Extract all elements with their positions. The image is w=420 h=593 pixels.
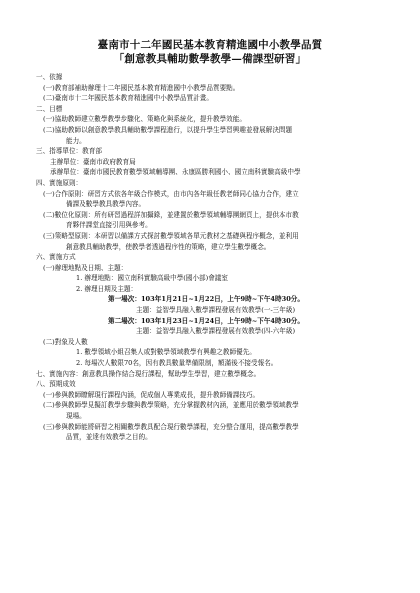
audience-2: 2. 每場次人數限70名，因有教具數量準備限制，額滿後不接受報名。 <box>76 359 278 368</box>
host-line: 承辦單位：臺南市國民教育數學領域輔導團、永康區勝利國小、國立南科實驗高級中學 <box>50 168 301 177</box>
method-location: 1. 辦理地點：國立南科實驗高級中學(國小部)會議室 <box>76 274 228 283</box>
principle-2: (二)數位化原則：所有研習過程詳加攝錄，並建置於數學領域輔導團網頁上，提供本市教 <box>43 210 299 219</box>
goal-item-1: (一)協助教師建立數學教學步驟化、策略化與系統化，提升教學效能。 <box>43 115 246 124</box>
section-principle-heading: 四、實施原則： <box>36 178 83 187</box>
section-guidance-heading: 三、指導單位：教育部 <box>36 147 102 156</box>
outcome-1: (一)參與教師瞭解現行課程內涵，促成個人專業成長，提升教師備課技巧。 <box>43 390 260 399</box>
outcome-2: (二)參與教師學見擬訂教學步驟與教學策略，充分掌握教材內涵，並應用於數學領域教學 <box>43 401 299 410</box>
basis-item-1: (一)教育部補助辦理十二年國民基本教育精進國中小教學品質要點。 <box>43 83 240 92</box>
principle-1-cont: 備課及數學教具教學內容。 <box>66 200 146 209</box>
method-sub-1: (一)辦理地點及日期、主題： <box>43 263 128 272</box>
section-method-heading: 六、實施方式 <box>36 253 76 262</box>
organizer-line: 主辦單位：臺南市政府教育局 <box>50 157 136 166</box>
doc-title-line1: 臺南市十二年國民基本教育精進國中小教學品質 <box>97 39 323 51</box>
method-sub-2: (二)對象及人數 <box>43 337 88 346</box>
session-1-date: 第一場次：103年1月21日~1月22日，上午9時~下午4時30分。 <box>108 295 304 304</box>
basis-item-2: (二)臺南市十二年國民基本教育精進國中小教學品質計畫。 <box>43 94 213 103</box>
goal-item-2-cont: 能力。 <box>66 136 86 145</box>
section-basis <box>36 72 384 443</box>
section-goal-heading: 二、目標 <box>36 104 63 113</box>
principle-2-cont: 育夥伴課堂直接引用與參考。 <box>66 221 152 230</box>
session-2-topic: 主題：益智學具融入數學課程發展有效教學(四-六年級) <box>136 327 296 336</box>
session-2-date: 第二場次：103年1月23日~1月24日，上午9時~下午4時30分。 <box>108 316 304 325</box>
outcome-3: (三)參與教師能將研習之相關數學教具配合現行數學課程，充分整合運用，提高數學教學 <box>43 422 299 431</box>
session-1-topic: 主題：益智學具融入數學課程發展有效教學(一-三年級) <box>136 306 296 315</box>
principle-1: (一)合作原則：研習方式依各年級合作模式，由市內各年級任教老師同心協力合作，建立 <box>43 189 299 198</box>
section-basis-heading: 一、依據 <box>36 73 63 81</box>
method-dates-heading: 2. 辦理日期及主題： <box>76 284 138 293</box>
principle-3: (三)策略型原則：本研習以備課方式探討數學領域各單元教材之基礎與程序概念，並利用 <box>43 231 299 240</box>
section-outcome-heading: 八、預期成效 <box>36 380 76 389</box>
section-content: 七、實施內容：創意教具操作結合現行課程，幫助學生學習，建立數學概念。 <box>36 369 261 378</box>
outcome-3-cont: 品質，並達有效教學之目的。 <box>66 433 152 442</box>
outcome-2-cont: 現場。 <box>66 412 86 420</box>
principle-3-cont: 創意教具輔助教學，使教學者透過程序性的策略，建立學生數學概念。 <box>66 242 271 251</box>
goal-item-2: (二)協助教師以創意教學教具輔助數學課程進行，以提升學生學習興趣並發展解決問題 <box>43 125 293 134</box>
audience-1: 1. 數學領域小組召集人或對數學領域教學有興趣之教師優先。 <box>76 348 256 357</box>
doc-title-line2: 「創意教具輔助數學教學—備課型研習」 <box>113 53 307 65</box>
